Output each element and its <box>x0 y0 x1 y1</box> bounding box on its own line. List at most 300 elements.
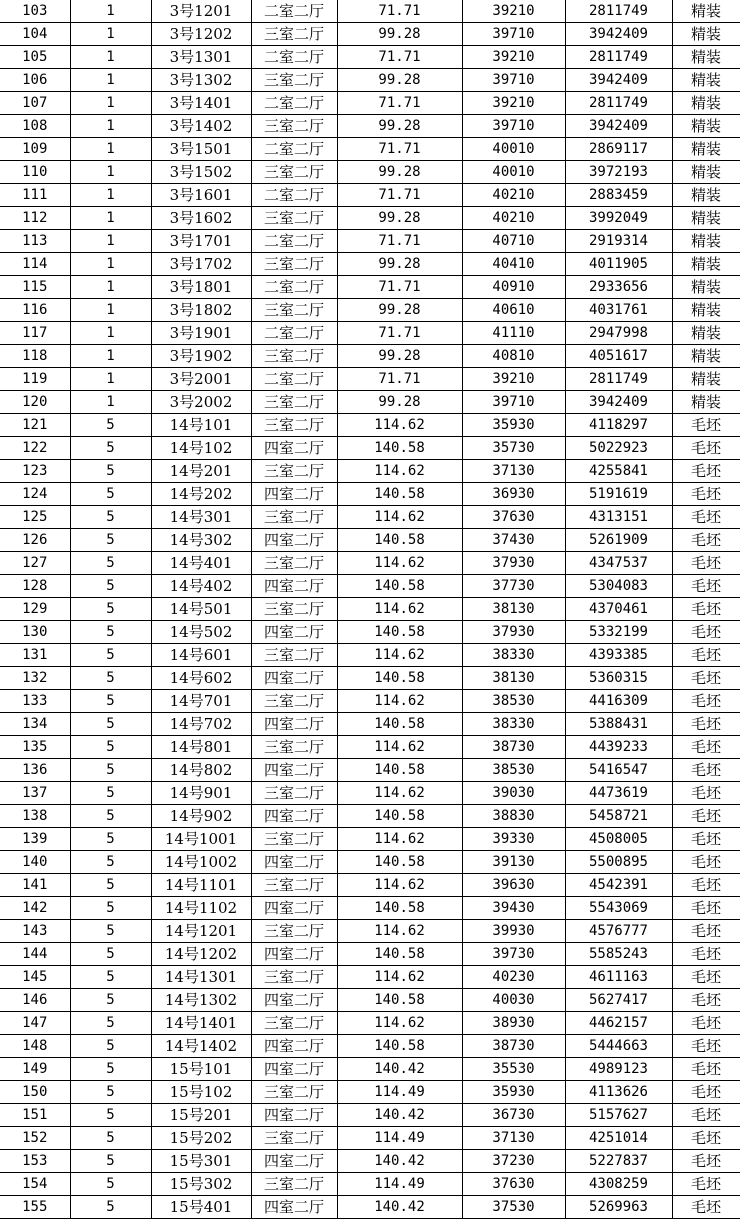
unit-number-cell: 14号101 <box>151 414 251 437</box>
table-row <box>0 322 740 345</box>
unit-number-cell: 3号1302 <box>151 69 251 92</box>
unit-price-cell: 40010 <box>462 161 565 184</box>
finish-cell: 毛坯 <box>672 989 740 1012</box>
area-cell: 114.62 <box>337 460 462 483</box>
building-number-cell: 1 <box>70 276 151 299</box>
finish-cell: 精装 <box>672 322 740 345</box>
unit-price-cell: 40710 <box>462 230 565 253</box>
unit-number-cell: 14号801 <box>151 736 251 759</box>
layout-cell: 三室二厅 <box>251 1081 337 1104</box>
layout-cell: 三室二厅 <box>251 23 337 46</box>
area-cell: 140.42 <box>337 1196 462 1219</box>
area-cell: 140.58 <box>337 805 462 828</box>
building-number-cell: 5 <box>70 437 151 460</box>
area-cell: 71.71 <box>337 322 462 345</box>
total-price-cell: 4251014 <box>565 1127 672 1150</box>
table-row <box>0 345 740 368</box>
layout-cell: 三室二厅 <box>251 299 337 322</box>
building-number-cell: 5 <box>70 483 151 506</box>
row-number-cell: 137 <box>0 782 70 805</box>
area-cell: 114.62 <box>337 782 462 805</box>
layout-cell: 三室二厅 <box>251 161 337 184</box>
building-number-cell: 5 <box>70 1150 151 1173</box>
row-number-cell: 139 <box>0 828 70 851</box>
unit-price-cell: 35930 <box>462 414 565 437</box>
total-price-cell: 3942409 <box>565 69 672 92</box>
total-price-cell: 4542391 <box>565 874 672 897</box>
layout-cell: 四室二厅 <box>251 1104 337 1127</box>
row-number-cell: 149 <box>0 1058 70 1081</box>
building-number-cell: 5 <box>70 897 151 920</box>
table-row <box>0 391 740 414</box>
row-number-cell: 135 <box>0 736 70 759</box>
unit-number-cell: 3号2002 <box>151 391 251 414</box>
finish-cell: 精装 <box>672 207 740 230</box>
table-row <box>0 552 740 575</box>
layout-cell: 四室二厅 <box>251 713 337 736</box>
unit-number-cell: 15号401 <box>151 1196 251 1219</box>
area-cell: 71.71 <box>337 276 462 299</box>
table-row <box>0 161 740 184</box>
total-price-cell: 4439233 <box>565 736 672 759</box>
finish-cell: 毛坯 <box>672 736 740 759</box>
area-cell: 114.49 <box>337 1173 462 1196</box>
total-price-cell: 4576777 <box>565 920 672 943</box>
layout-cell: 四室二厅 <box>251 805 337 828</box>
area-cell: 140.58 <box>337 943 462 966</box>
unit-price-cell: 37730 <box>462 575 565 598</box>
table-row <box>0 943 740 966</box>
unit-price-cell: 40210 <box>462 184 565 207</box>
total-price-cell: 5304083 <box>565 575 672 598</box>
layout-cell: 二室二厅 <box>251 184 337 207</box>
table-row <box>0 828 740 851</box>
layout-cell: 三室二厅 <box>251 966 337 989</box>
area-cell: 114.62 <box>337 506 462 529</box>
building-number-cell: 5 <box>70 598 151 621</box>
finish-cell: 毛坯 <box>672 575 740 598</box>
finish-cell: 毛坯 <box>672 943 740 966</box>
building-number-cell: 5 <box>70 1058 151 1081</box>
layout-cell: 四室二厅 <box>251 1058 337 1081</box>
layout-cell: 三室二厅 <box>251 69 337 92</box>
building-number-cell: 5 <box>70 943 151 966</box>
layout-cell: 四室二厅 <box>251 575 337 598</box>
finish-cell: 毛坯 <box>672 1058 740 1081</box>
unit-price-cell: 41110 <box>462 322 565 345</box>
row-number-cell: 153 <box>0 1150 70 1173</box>
row-number-cell: 148 <box>0 1035 70 1058</box>
finish-cell: 精装 <box>672 138 740 161</box>
row-number-cell: 123 <box>0 460 70 483</box>
unit-price-cell: 36730 <box>462 1104 565 1127</box>
total-price-cell: 4255841 <box>565 460 672 483</box>
building-number-cell: 5 <box>70 782 151 805</box>
unit-number-cell: 14号1201 <box>151 920 251 943</box>
layout-cell: 二室二厅 <box>251 46 337 69</box>
area-cell: 71.71 <box>337 46 462 69</box>
total-price-cell: 4113626 <box>565 1081 672 1104</box>
building-number-cell: 5 <box>70 414 151 437</box>
total-price-cell: 4989123 <box>565 1058 672 1081</box>
table-row <box>0 920 740 943</box>
total-price-cell: 5332199 <box>565 621 672 644</box>
total-price-cell: 4118297 <box>565 414 672 437</box>
unit-number-cell: 14号601 <box>151 644 251 667</box>
table-row <box>0 23 740 46</box>
unit-price-cell: 39030 <box>462 782 565 805</box>
finish-cell: 毛坯 <box>672 690 740 713</box>
layout-cell: 四室二厅 <box>251 851 337 874</box>
unit-number-cell: 14号1002 <box>151 851 251 874</box>
layout-cell: 三室二厅 <box>251 552 337 575</box>
table-row <box>0 736 740 759</box>
total-price-cell: 2811749 <box>565 46 672 69</box>
unit-price-cell: 40230 <box>462 966 565 989</box>
table-row <box>0 207 740 230</box>
finish-cell: 精装 <box>672 391 740 414</box>
total-price-cell: 4393385 <box>565 644 672 667</box>
row-number-cell: 150 <box>0 1081 70 1104</box>
building-number-cell: 5 <box>70 1081 151 1104</box>
area-cell: 140.58 <box>337 989 462 1012</box>
building-number-cell: 1 <box>70 115 151 138</box>
area-cell: 99.28 <box>337 161 462 184</box>
table-row <box>0 1173 740 1196</box>
building-number-cell: 1 <box>70 230 151 253</box>
table-row <box>0 874 740 897</box>
row-number-cell: 120 <box>0 391 70 414</box>
unit-number-cell: 14号1402 <box>151 1035 251 1058</box>
building-number-cell: 5 <box>70 552 151 575</box>
unit-price-cell: 39210 <box>462 46 565 69</box>
total-price-cell: 2947998 <box>565 322 672 345</box>
unit-number-cell: 14号502 <box>151 621 251 644</box>
finish-cell: 毛坯 <box>672 1127 740 1150</box>
area-cell: 140.58 <box>337 713 462 736</box>
area-cell: 71.71 <box>337 368 462 391</box>
layout-cell: 三室二厅 <box>251 345 337 368</box>
area-cell: 99.28 <box>337 299 462 322</box>
total-price-cell: 5444663 <box>565 1035 672 1058</box>
layout-cell: 四室二厅 <box>251 483 337 506</box>
area-cell: 140.58 <box>337 529 462 552</box>
unit-price-cell: 40810 <box>462 345 565 368</box>
layout-cell: 三室二厅 <box>251 1173 337 1196</box>
layout-cell: 三室二厅 <box>251 782 337 805</box>
layout-cell: 二室二厅 <box>251 276 337 299</box>
building-number-cell: 1 <box>70 345 151 368</box>
unit-number-cell: 15号301 <box>151 1150 251 1173</box>
table-row <box>0 276 740 299</box>
layout-cell: 二室二厅 <box>251 0 337 23</box>
unit-number-cell: 14号402 <box>151 575 251 598</box>
finish-cell: 毛坯 <box>672 874 740 897</box>
unit-number-cell: 15号102 <box>151 1081 251 1104</box>
unit-number-cell: 3号1701 <box>151 230 251 253</box>
total-price-cell: 2811749 <box>565 0 672 23</box>
area-cell: 99.28 <box>337 253 462 276</box>
building-number-cell: 5 <box>70 851 151 874</box>
unit-price-cell: 38530 <box>462 759 565 782</box>
finish-cell: 毛坯 <box>672 851 740 874</box>
unit-number-cell: 14号1401 <box>151 1012 251 1035</box>
finish-cell: 毛坯 <box>672 1104 740 1127</box>
area-cell: 140.42 <box>337 1058 462 1081</box>
unit-number-cell: 3号1301 <box>151 46 251 69</box>
row-number-cell: 145 <box>0 966 70 989</box>
unit-number-cell: 14号102 <box>151 437 251 460</box>
finish-cell: 毛坯 <box>672 529 740 552</box>
table-row <box>0 0 740 23</box>
layout-cell: 三室二厅 <box>251 1127 337 1150</box>
finish-cell: 精装 <box>672 253 740 276</box>
unit-number-cell: 3号1202 <box>151 23 251 46</box>
building-number-cell: 1 <box>70 207 151 230</box>
row-number-cell: 147 <box>0 1012 70 1035</box>
layout-cell: 三室二厅 <box>251 736 337 759</box>
unit-price-cell: 37930 <box>462 621 565 644</box>
unit-price-cell: 35730 <box>462 437 565 460</box>
building-number-cell: 1 <box>70 138 151 161</box>
area-cell: 140.58 <box>337 851 462 874</box>
finish-cell: 毛坯 <box>672 598 740 621</box>
unit-number-cell: 14号901 <box>151 782 251 805</box>
total-price-cell: 4473619 <box>565 782 672 805</box>
total-price-cell: 5627417 <box>565 989 672 1012</box>
row-number-cell: 134 <box>0 713 70 736</box>
table-row <box>0 230 740 253</box>
row-number-cell: 155 <box>0 1196 70 1219</box>
row-number-cell: 152 <box>0 1127 70 1150</box>
building-number-cell: 1 <box>70 92 151 115</box>
finish-cell: 精装 <box>672 184 740 207</box>
finish-cell: 毛坯 <box>672 1012 740 1035</box>
row-number-cell: 124 <box>0 483 70 506</box>
unit-number-cell: 15号201 <box>151 1104 251 1127</box>
unit-number-cell: 14号802 <box>151 759 251 782</box>
finish-cell: 毛坯 <box>672 483 740 506</box>
layout-cell: 四室二厅 <box>251 667 337 690</box>
building-number-cell: 5 <box>70 1173 151 1196</box>
unit-price-cell: 38930 <box>462 1012 565 1035</box>
row-number-cell: 143 <box>0 920 70 943</box>
layout-cell: 三室二厅 <box>251 828 337 851</box>
building-number-cell: 5 <box>70 529 151 552</box>
finish-cell: 精装 <box>672 0 740 23</box>
total-price-cell: 4416309 <box>565 690 672 713</box>
total-price-cell: 4011905 <box>565 253 672 276</box>
row-number-cell: 122 <box>0 437 70 460</box>
row-number-cell: 151 <box>0 1104 70 1127</box>
table-row <box>0 690 740 713</box>
finish-cell: 毛坯 <box>672 414 740 437</box>
unit-price-cell: 37230 <box>462 1150 565 1173</box>
unit-price-cell: 38730 <box>462 736 565 759</box>
area-cell: 99.28 <box>337 391 462 414</box>
building-number-cell: 5 <box>70 713 151 736</box>
total-price-cell: 4031761 <box>565 299 672 322</box>
area-cell: 140.42 <box>337 1150 462 1173</box>
layout-cell: 四室二厅 <box>251 1035 337 1058</box>
building-number-cell: 5 <box>70 1012 151 1035</box>
layout-cell: 三室二厅 <box>251 874 337 897</box>
building-number-cell: 1 <box>70 253 151 276</box>
row-number-cell: 105 <box>0 46 70 69</box>
unit-price-cell: 39130 <box>462 851 565 874</box>
layout-cell: 三室二厅 <box>251 644 337 667</box>
row-number-cell: 138 <box>0 805 70 828</box>
area-cell: 140.58 <box>337 1035 462 1058</box>
total-price-cell: 5191619 <box>565 483 672 506</box>
unit-price-cell: 36930 <box>462 483 565 506</box>
layout-cell: 二室二厅 <box>251 138 337 161</box>
total-price-cell: 5543069 <box>565 897 672 920</box>
building-number-cell: 5 <box>70 989 151 1012</box>
unit-price-cell: 38330 <box>462 644 565 667</box>
area-cell: 99.28 <box>337 207 462 230</box>
layout-cell: 三室二厅 <box>251 506 337 529</box>
row-number-cell: 111 <box>0 184 70 207</box>
table-row <box>0 897 740 920</box>
total-price-cell: 5269963 <box>565 1196 672 1219</box>
finish-cell: 精装 <box>672 368 740 391</box>
building-number-cell: 5 <box>70 1035 151 1058</box>
unit-price-cell: 38330 <box>462 713 565 736</box>
row-number-cell: 131 <box>0 644 70 667</box>
building-number-cell: 5 <box>70 506 151 529</box>
total-price-cell: 4313151 <box>565 506 672 529</box>
unit-price-cell: 35930 <box>462 1081 565 1104</box>
table-row <box>0 138 740 161</box>
total-price-cell: 4370461 <box>565 598 672 621</box>
unit-number-cell: 3号1401 <box>151 92 251 115</box>
unit-price-cell: 39210 <box>462 0 565 23</box>
total-price-cell: 2811749 <box>565 92 672 115</box>
unit-number-cell: 14号701 <box>151 690 251 713</box>
building-number-cell: 5 <box>70 805 151 828</box>
unit-price-cell: 35530 <box>462 1058 565 1081</box>
finish-cell: 毛坯 <box>672 1150 740 1173</box>
row-number-cell: 126 <box>0 529 70 552</box>
finish-cell: 毛坯 <box>672 759 740 782</box>
total-price-cell: 5500895 <box>565 851 672 874</box>
total-price-cell: 2883459 <box>565 184 672 207</box>
area-cell: 114.62 <box>337 874 462 897</box>
finish-cell: 精装 <box>672 92 740 115</box>
layout-cell: 四室二厅 <box>251 989 337 1012</box>
area-cell: 99.28 <box>337 345 462 368</box>
building-number-cell: 5 <box>70 667 151 690</box>
row-number-cell: 103 <box>0 0 70 23</box>
row-number-cell: 117 <box>0 322 70 345</box>
area-cell: 114.62 <box>337 414 462 437</box>
layout-cell: 四室二厅 <box>251 943 337 966</box>
row-number-cell: 121 <box>0 414 70 437</box>
row-number-cell: 104 <box>0 23 70 46</box>
area-cell: 140.58 <box>337 483 462 506</box>
table-row <box>0 851 740 874</box>
table-row <box>0 1012 740 1035</box>
area-cell: 140.42 <box>337 1104 462 1127</box>
layout-cell: 三室二厅 <box>251 690 337 713</box>
table-row <box>0 299 740 322</box>
finish-cell: 毛坯 <box>672 1035 740 1058</box>
row-number-cell: 127 <box>0 552 70 575</box>
unit-number-cell: 3号1201 <box>151 0 251 23</box>
area-cell: 71.71 <box>337 230 462 253</box>
building-number-cell: 5 <box>70 828 151 851</box>
layout-cell: 三室二厅 <box>251 207 337 230</box>
total-price-cell: 5458721 <box>565 805 672 828</box>
area-cell: 114.62 <box>337 736 462 759</box>
table-row <box>0 713 740 736</box>
unit-number-cell: 14号1301 <box>151 966 251 989</box>
finish-cell: 毛坯 <box>672 713 740 736</box>
layout-cell: 三室二厅 <box>251 1012 337 1035</box>
unit-number-cell: 3号1802 <box>151 299 251 322</box>
table-row <box>0 575 740 598</box>
row-number-cell: 125 <box>0 506 70 529</box>
total-price-cell: 5388431 <box>565 713 672 736</box>
table-row <box>0 92 740 115</box>
building-number-cell: 5 <box>70 460 151 483</box>
unit-price-cell: 37430 <box>462 529 565 552</box>
layout-cell: 三室二厅 <box>251 460 337 483</box>
table-row <box>0 805 740 828</box>
total-price-cell: 3942409 <box>565 115 672 138</box>
table-row <box>0 759 740 782</box>
row-number-cell: 130 <box>0 621 70 644</box>
table-row <box>0 1035 740 1058</box>
unit-number-cell: 15号101 <box>151 1058 251 1081</box>
unit-number-cell: 14号1101 <box>151 874 251 897</box>
row-number-cell: 146 <box>0 989 70 1012</box>
unit-number-cell: 14号202 <box>151 483 251 506</box>
table-row <box>0 782 740 805</box>
total-price-cell: 3942409 <box>565 23 672 46</box>
finish-cell: 毛坯 <box>672 667 740 690</box>
unit-number-cell: 3号1901 <box>151 322 251 345</box>
building-number-cell: 1 <box>70 322 151 345</box>
building-number-cell: 5 <box>70 759 151 782</box>
layout-cell: 三室二厅 <box>251 598 337 621</box>
unit-number-cell: 14号1001 <box>151 828 251 851</box>
area-cell: 114.62 <box>337 1012 462 1035</box>
finish-cell: 精装 <box>672 115 740 138</box>
unit-price-cell: 38730 <box>462 1035 565 1058</box>
building-number-cell: 5 <box>70 736 151 759</box>
row-number-cell: 116 <box>0 299 70 322</box>
row-number-cell: 144 <box>0 943 70 966</box>
unit-price-cell: 37630 <box>462 506 565 529</box>
layout-cell: 四室二厅 <box>251 621 337 644</box>
area-cell: 114.62 <box>337 598 462 621</box>
table-row <box>0 483 740 506</box>
finish-cell: 毛坯 <box>672 552 740 575</box>
unit-number-cell: 14号201 <box>151 460 251 483</box>
area-cell: 71.71 <box>337 184 462 207</box>
unit-price-cell: 39730 <box>462 943 565 966</box>
finish-cell: 毛坯 <box>672 897 740 920</box>
layout-cell: 三室二厅 <box>251 414 337 437</box>
table-row <box>0 966 740 989</box>
area-cell: 99.28 <box>337 69 462 92</box>
row-number-cell: 132 <box>0 667 70 690</box>
building-number-cell: 5 <box>70 966 151 989</box>
row-number-cell: 112 <box>0 207 70 230</box>
row-number-cell: 141 <box>0 874 70 897</box>
